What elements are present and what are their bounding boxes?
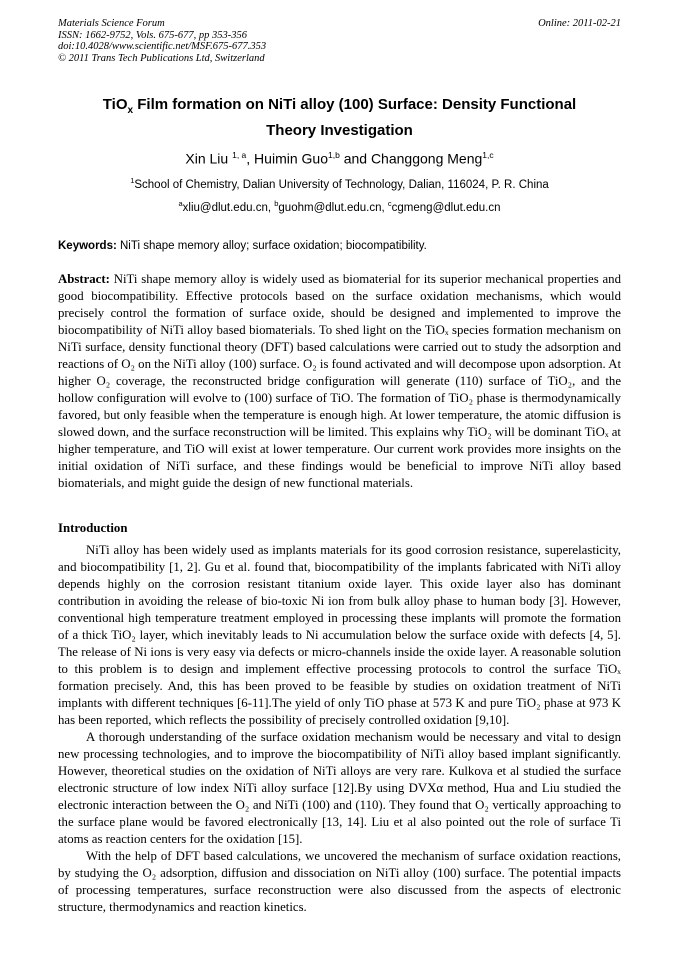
online-date: Online: 2011-02-21	[538, 18, 621, 29]
email-b: guohm@dlut.edu.cn,	[278, 201, 388, 214]
emails-line	[58, 199, 621, 214]
introduction-paragraph-3: With the help of DFT based calculations, we uncovered the mechanism of surface oxidation reactions, by studying the O₂ adsorption, diffusion and dissociation on NiTi alloy (100) surface. The potential impacts of processing temperatures, surface reconstruction were also discussed from the aspects of electronic structure, thermodynamics and reaction kinetics.	[58, 848, 621, 914]
email-b-mark: b	[274, 198, 279, 208]
paper-title-post: Film formation on NiTi alloy (100) Surface: Density Functional Theory Investigation	[133, 96, 577, 140]
email-c-mark: c	[387, 198, 392, 208]
introduction-paragraph-1: NiTi alloy has been widely used as implants materials for its good corrosion resistance, superelasticity, and biocompatibility [1, 2]. Gu et al. found that, biocompatibility of the implants fabricated with NiTi alloy depends highly on the corrosion resistant titanium oxide layer. This oxide layer also has dominant contribution in avoiding the release of bio-toxic Ni ion from bulk alloy phase to human body [3]. However, conventional high temperature treatment employed in processing these implants will promote the formation of a thick TiO₂ layer, which inevitably leads to Ni accumulation below the surface oxide with defects [4, 5]. The release of Ni ions is very easy via defects or micro-channels inside the oxide layer. A reasonable solution to this problem is to design and implement effective processing protocols to control the surface TiOₓ formation precisely. And, this has been proved to be feasible by studies on oxidation treatment of NiTi implants with different techniques [6-11].The yield of only TiO phase at 573 K and pure TiO₂ phase at 973 K has been reported, which reflects the possibility of precisely controlled oxidation [9,10].	[58, 542, 621, 727]
journal-doi-line: doi:10.4028/www.scientific.net/MSF.675-677.353	[58, 41, 267, 53]
keywords-text: NiTi shape memory alloy; surface oxidation; biocompatibility.	[120, 239, 427, 252]
authors-line	[58, 150, 621, 167]
author-2-name: , Huimin Guo	[246, 151, 328, 168]
keywords-line	[58, 240, 621, 252]
author-1-name: Xin Liu	[185, 151, 233, 168]
journal-copyright-line: © 2011 Trans Tech Publications Ltd, Switzerland	[58, 52, 265, 64]
author-3-name: and Changgong Meng	[339, 151, 483, 168]
journal-issn-line: ISSN: 1662-9752, Vols. 675-677, pp 353-356	[58, 29, 247, 41]
paper-title	[76, 95, 603, 141]
email-c: cgmeng@dlut.edu.cn	[391, 201, 501, 214]
affiliation-mark: 1	[130, 176, 135, 186]
introduction-paragraph-2: A thorough understanding of the surface oxidation mechanism would be necessary and vital to design new processing technologies, and to improve the biocompatibility of NiTi alloy based implant significantly. However, theoretical studies on the oxidation of NiTi alloys are very rare. Kulkova et al studied the surface electronic structure of low index NiTi alloy surface [12].By using DVXα method, Hua and Liu studied the electronic interaction between the O₂ and NiTi (100) and (110). They found that O₂ vertically approaching to the surface plane would be favored electronically [13, 14]. Liu et al also pointed out the role of surface Ti atoms as reaction centers for the oxidation [15].	[58, 729, 621, 846]
journal-header	[58, 18, 621, 64]
email-a-mark: a	[178, 198, 183, 208]
keywords-label: Keywords:	[58, 239, 117, 252]
author-2-affil-mark: 1,b	[327, 150, 340, 161]
journal-header-left	[58, 18, 266, 64]
affiliation-line	[58, 176, 621, 191]
abstract-label: Abstract:	[58, 271, 110, 286]
abstract-paragraph	[58, 271, 621, 492]
introduction-heading: Introduction	[58, 520, 128, 535]
paper-title-pre: TiO	[102, 96, 128, 114]
affiliation-text: School of Chemistry, Dalian University of Technology, Dalian, 116024, P. R. China	[134, 178, 549, 191]
paper-title-subscript: x	[127, 105, 134, 117]
journal-title: Materials Science Forum	[58, 18, 165, 29]
email-a: xliu@dlut.edu.cn,	[182, 201, 275, 214]
author-1-affil-mark: 1, a	[232, 150, 247, 161]
abstract-text: NiTi shape memory alloy is widely used as biomaterial for its superior mechanical properties and good biocompatibility. Effective protocols based on the surface oxidation mechanisms, which would precisely control the formation of surface oxide, should be designed and implemented to improve the biocompatibility of NiTi alloy based biomaterials. To shed light on the TiOₓ species formation mechanism on NiTi surface, density functional theory (DFT) based calculations were carried out to study the adsorption and reactions of O₂ on the NiTi alloy (100) surface. O₂ is found activated and will decompose upon adsorption. At higher O₂ coverage, the reconstructed bridge configuration will generate (110) surface of TiO₂, and the hollow configuration will evolve to (100) surface of TiO. The formation of TiO₂ phase is thermodynamically favored, but only feasible when the temperature is enough high. At lower temperature, the atomic diffusion is slowed down, and the surface reconstruction will be limited. This explains why TiO₂ will be dominant TiOₓ at higher temperature, and TiO will exist at lower temperature. Our current work provides more insights on the initial oxidation of NiTi surface, and these findings would be beneficial to improve NiTi alloy based biomaterials, and might guide the design of new functional materials.	[58, 271, 621, 490]
author-3-affil-mark: 1,c	[482, 150, 494, 161]
